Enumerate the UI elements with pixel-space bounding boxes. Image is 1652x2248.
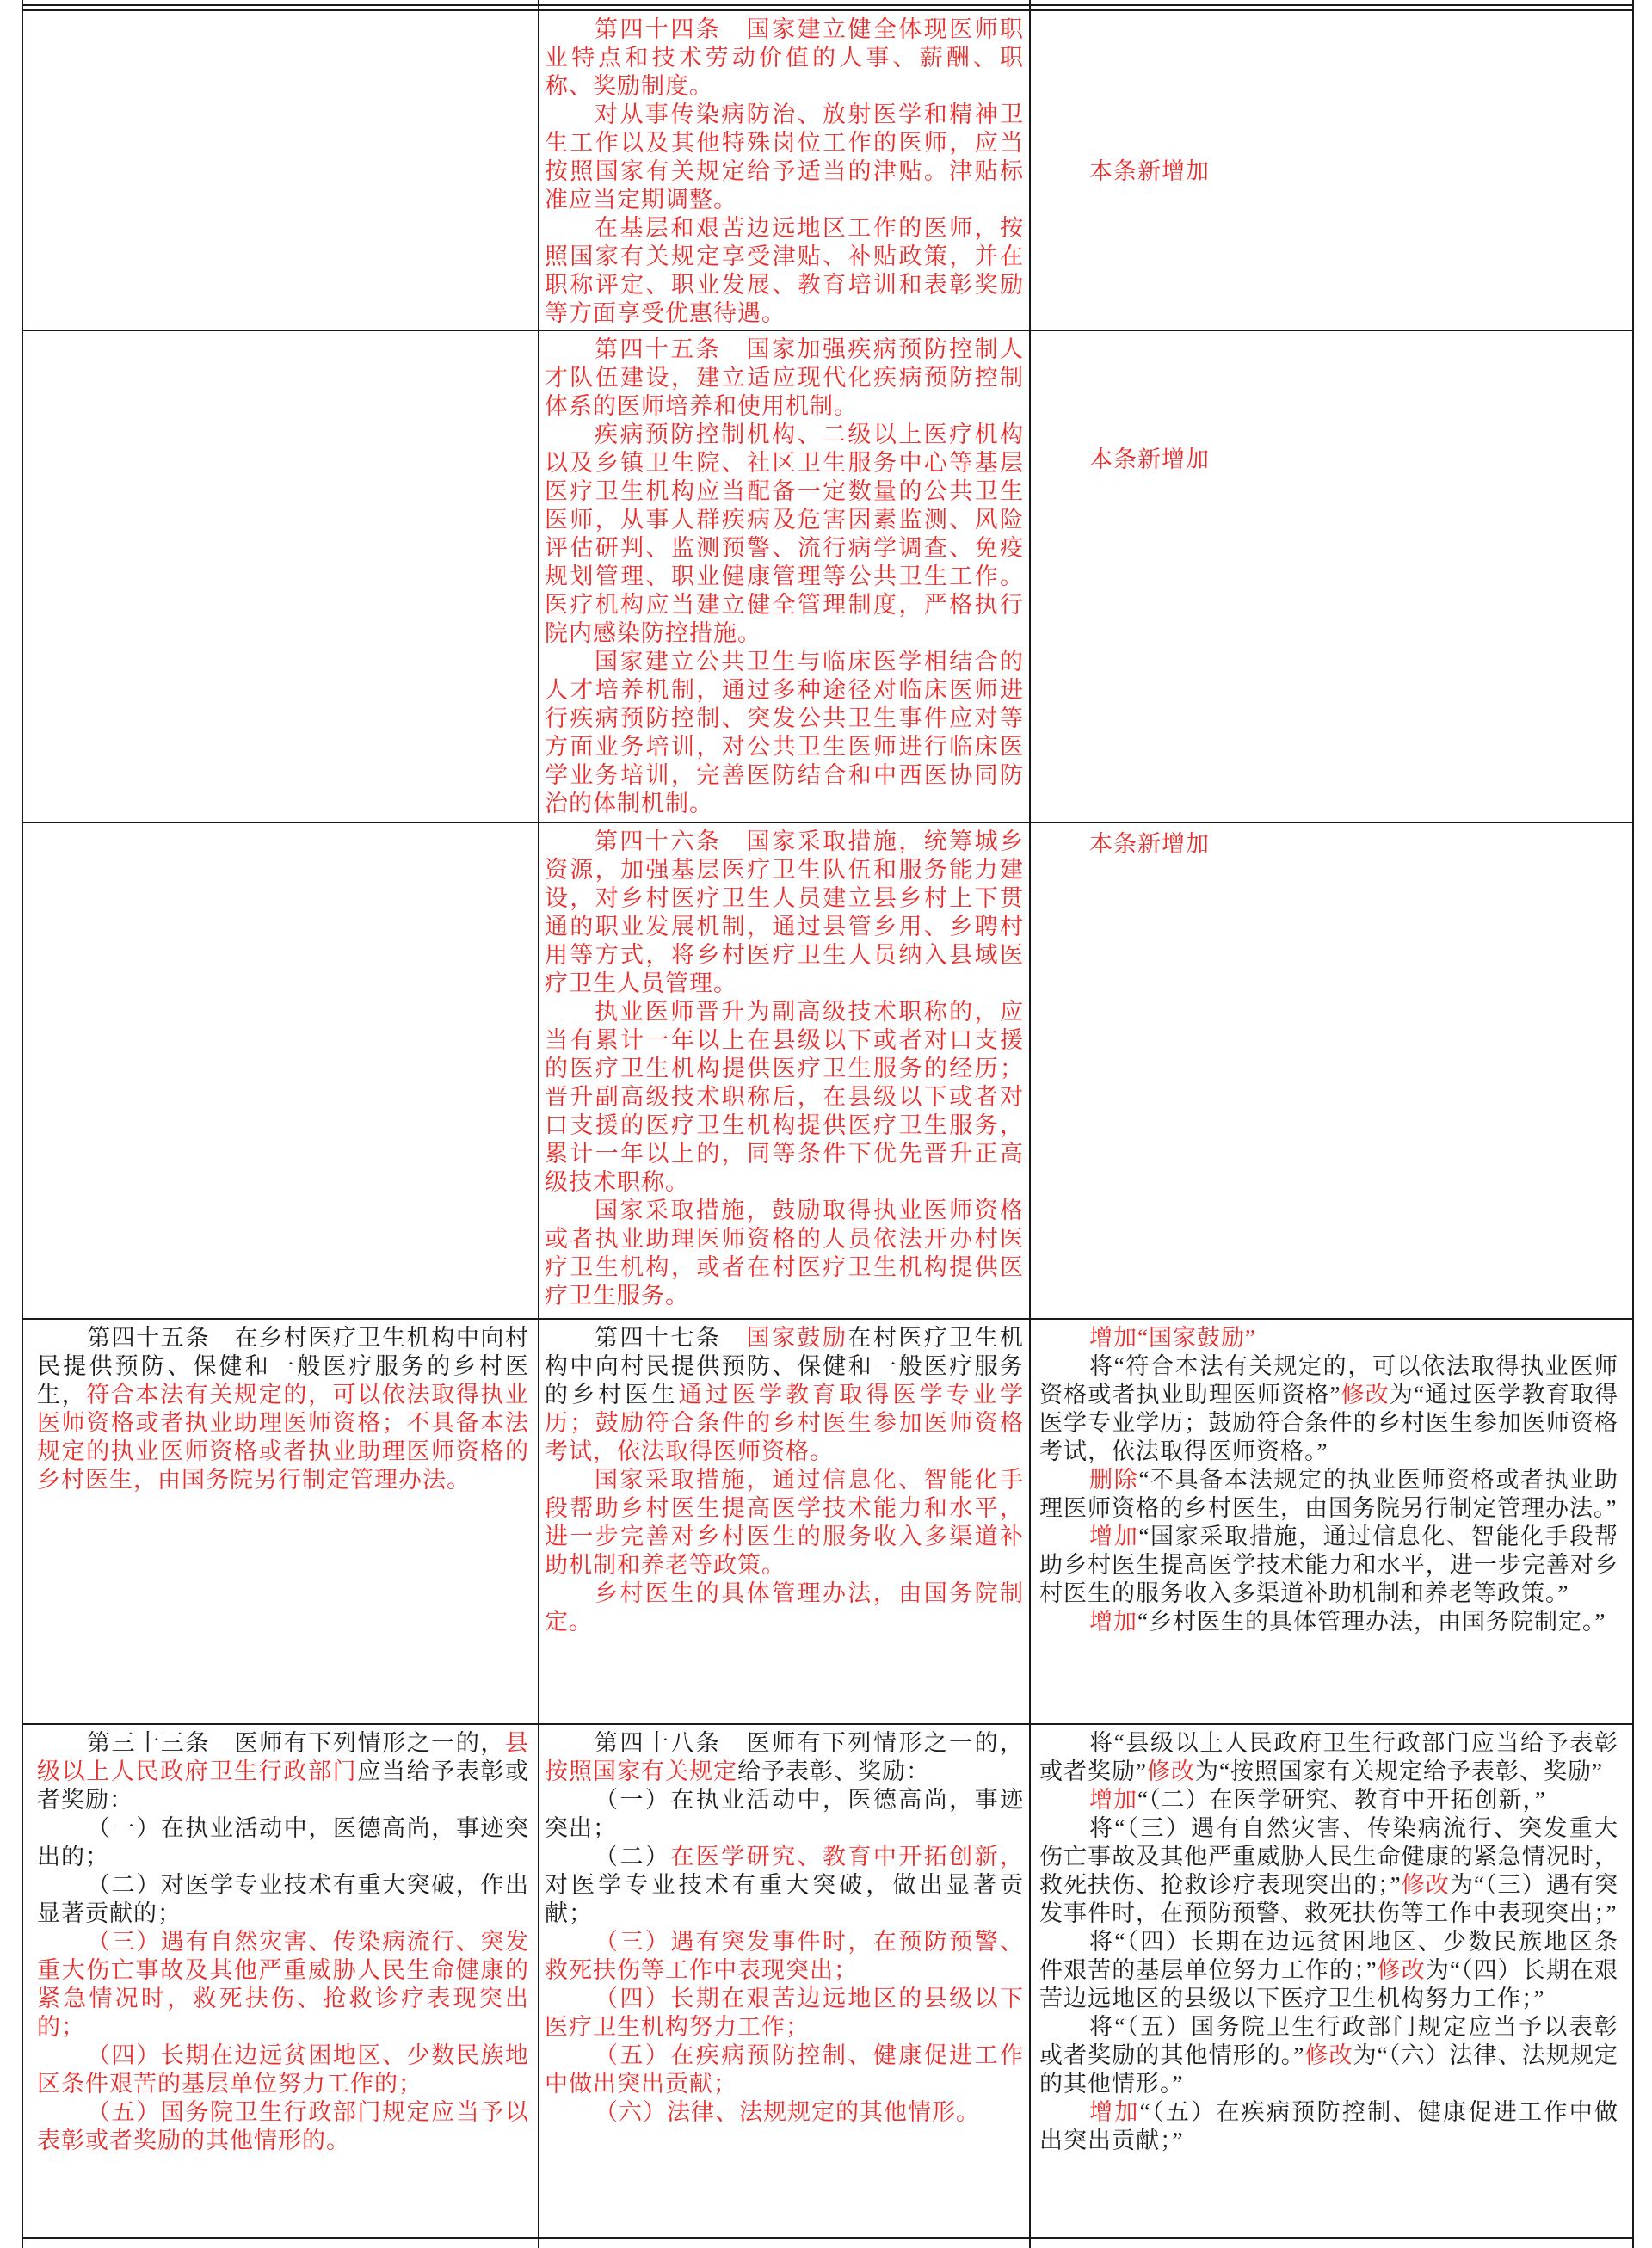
paragraph — [545, 1466, 1024, 1580]
text-segment-original: 为“通过医学教育取得医学专业学历；鼓励符合条件的乡村医生参加医师资格考试，依法取得医师资格。” — [1039, 1382, 1619, 1464]
cell-gap-notes — [1031, 6, 1632, 10]
paragraph — [545, 101, 1024, 214]
paragraph — [37, 1928, 529, 2042]
text-segment-revised: 疾病预防控制机构、二级以上医疗机构以及乡镇卫生院、社区卫生服务中心等基层医疗卫生机构应当配备一定数量的公共卫生医师，从事人群疾病及危害因素监测、风险评估研判、监测预警、流行病学调查、免疫规划管理、职业健康管理等公共卫生工作。医疗机构应当建立健全管理制度，严格执行院内感染防控措施。 — [545, 422, 1024, 646]
text-segment-revised: （五）国务院卫生行政部门规定应当予以表彰或者奖励的其他情形的。 — [37, 2099, 529, 2153]
table-row-article-44 — [23, 11, 1632, 331]
table-row-article-46 — [23, 823, 1632, 1320]
paragraph — [545, 1580, 1024, 1636]
text-segment-revised: （六）法律、法规规定的其他情形。 — [595, 2099, 981, 2125]
paragraph — [545, 336, 1024, 421]
paragraph — [545, 1197, 1024, 1310]
text-segment-original: 对医学专业技术有重大突破，做出显著贡献； — [545, 1872, 1024, 1926]
cell-partial-top-notes — [1031, 0, 1632, 4]
text-segment-revised: 修改 — [1377, 1957, 1426, 1983]
comparison-table — [22, 0, 1634, 2248]
paragraph — [1039, 1608, 1618, 1636]
paragraph — [37, 1871, 529, 1928]
text-segment-revised: 本条新增加 — [1089, 158, 1211, 184]
paragraph — [1039, 2013, 1618, 2098]
text-segment-original: 将“（三）遇有自然灾害、传染病流行、突发重大伤亡事故及其他严重威胁人民生命健康的紧急情况时，救死扶伤、抢救诊疗表现突出的；” — [1039, 1815, 1618, 1898]
paragraph — [545, 1324, 1024, 1466]
cell-old-law-row1 — [23, 11, 539, 330]
text-segment-revised: 修改 — [1304, 2042, 1353, 2068]
paragraph — [1039, 2098, 1618, 2155]
paragraph — [1039, 1729, 1618, 1786]
cell-gap-old-law — [23, 6, 539, 10]
text-segment-revised: 本条新增加 — [1089, 447, 1211, 472]
text-segment-revised: 第四十六条 国家采取措施，统筹城乡资源，加强基层医疗卫生队伍和服务能力建设，对乡村医疗卫生人员建立县乡村上下贯通的职业发展机制，通过县管乡用、乡聘村用等方式，将乡村医疗卫生人员纳入县域医疗卫生人员管理。 — [545, 828, 1024, 996]
table-row-article-47 — [23, 1320, 1632, 1725]
cell-gap-new-law — [539, 6, 1031, 10]
paragraph — [545, 998, 1024, 1197]
text-segment-original: 第三十三条 医师有下列情形之一的， — [87, 1730, 505, 1756]
text-segment-original: （一）在执业活动中，医德高尚，事迹突出； — [545, 1787, 1024, 1841]
text-segment-revised: （三）遇有自然灾害、传染病流行、突发重大伤亡事故及其他严重威胁人民生命健康的紧急情况时，救死扶伤、抢救诊疗表现突出的； — [37, 1929, 529, 2040]
cell-revision-note-row4 — [1031, 1320, 1632, 1723]
text-segment-revised: 第四十四条 国家建立健全体现医师职业特点和技术劳动价值的人事、薪酬、职称、奖励制度。 — [545, 16, 1024, 99]
text-segment-revised: 修改 — [1341, 1382, 1390, 1407]
text-segment-revised: 第四十五条 国家加强疾病预防控制人才队伍建设，建立适应现代化疾病预防控制体系的医师培养和使用机制。 — [545, 336, 1024, 419]
text-segment-original: （二）对医学专业技术有重大突破，作出显著贡献的； — [37, 1872, 529, 1926]
text-segment-revised: 修改 — [1146, 1758, 1195, 1784]
cell-new-law-row5 — [539, 1725, 1031, 2237]
cell-new-law-row3 — [539, 823, 1031, 1318]
cell-old-law-row5 — [23, 1725, 539, 2237]
paragraph — [37, 1729, 529, 1814]
text-segment-revised: 修改 — [1401, 1872, 1450, 1898]
text-segment-original: 第四十五条 在乡村医疗卫生机构中向村民提供预防、保健和一般医疗服务的乡村医生， — [37, 1325, 529, 1407]
text-segment-revised: （五）在疾病预防控制、健康促进工作中做出突出贡献； — [545, 2042, 1024, 2097]
table-row-article-48 — [23, 1725, 1632, 2239]
paragraph — [545, 1786, 1024, 1843]
paragraph — [37, 2042, 529, 2098]
paragraph — [1039, 1523, 1618, 1608]
paragraph — [1039, 830, 1618, 859]
text-segment-original: 为“按照国家有关规定给予表彰、奖励” — [1194, 1758, 1603, 1784]
paragraph — [545, 2098, 1024, 2127]
text-segment-original: 为“（三）遇有突发事件时，在预防预警、救死扶伤等工作中表现突出；” — [1039, 1872, 1619, 1926]
text-segment-original: 给予表彰、奖励： — [737, 1758, 930, 1784]
paragraph — [545, 1985, 1024, 2042]
cell-partial-bottom-old-law — [23, 2239, 539, 2248]
text-segment-original: （二） — [595, 1844, 671, 1869]
cell-old-law-row3 — [23, 823, 539, 1318]
paragraph — [1039, 446, 1618, 474]
text-segment-original: （一）在执业活动中，医德高尚，事迹突出的； — [37, 1815, 529, 1869]
paragraph — [1039, 1928, 1618, 2013]
text-segment-original: “不具备本法规定的执业医师资格或者执业助理医师资格的乡村医生，由国务院另行制定管理办法。” — [1039, 1467, 1619, 1521]
text-segment-original: 第四十七条 — [595, 1325, 747, 1351]
cell-partial-bottom-new-law — [539, 2239, 1031, 2248]
cell-revision-note-row1 — [1031, 11, 1632, 330]
paragraph — [37, 1324, 529, 1494]
text-segment-revised: 符合本法有关规定的，可以依法取得执业医师资格或者执业助理医师资格；不具备本法规定的执业医师资格或者执业助理医师资格的乡村医生，由国务院另行制定管理办法。 — [37, 1382, 530, 1493]
paragraph — [545, 214, 1024, 328]
text-segment-original: “国家采取措施，通过信息化、智能化手段帮助乡村医生提高医学技术能力和水平，进一步完善对乡村医生的服务收入多渠道补助机制和养老等政策。” — [1039, 1524, 1619, 1606]
paragraph — [545, 648, 1024, 818]
paragraph — [1039, 1466, 1618, 1523]
text-segment-revised: 执业医师晋升为副高级技术职称的，应当有累计一年以上在县级以下或者对口支援的医疗卫生机构提供医疗卫生服务的经历；晋升副高级技术职称后，在县级以下或者对口支援的医疗卫生机构提供医疗卫生服务，累计一年以上的，同等条件下优先晋升正高级技术职称。 — [545, 999, 1024, 1195]
text-segment-original: 在村医疗卫生机构中向村民提供预防、保健和一般医疗服务的乡村医生 — [545, 1325, 1025, 1407]
text-segment-revised: 通过医学教育取得医学专业学历；鼓励符合条件的乡村医生参加医师资格考试，依法取得医师资格。 — [545, 1382, 1025, 1464]
cell-partial-top-old-law — [23, 0, 539, 4]
paragraph — [545, 1729, 1024, 1786]
text-segment-revised: 增加 — [1089, 1609, 1138, 1635]
text-segment-revised: 乡村医生的具体管理办法，由国务院制定。 — [545, 1580, 1024, 1635]
paragraph — [1039, 1814, 1618, 1928]
paragraph — [1039, 1786, 1618, 1814]
text-segment-revised: 国家采取措施，通过信息化、智能化手段帮助乡村医生提高医学技术能力和水平，进一步完善对乡村医生的服务收入多渠道补助机制和养老等政策。 — [545, 1467, 1024, 1578]
cell-revision-note-row2 — [1031, 331, 1632, 822]
text-segment-revised: 国家采取措施，鼓励取得执业医师资格或者执业助理医师资格的人员依法开办村医疗卫生机构，或者在村医疗卫生机构提供医疗卫生服务。 — [545, 1198, 1024, 1309]
table-row-article-45-new — [23, 331, 1632, 823]
text-segment-original: 将“县级以上人民政府卫生行政部门应当给予表彰或者奖励” — [1039, 1730, 1618, 1784]
text-segment-original: 将“（五）国务院卫生行政部门规定应当予以表彰或者奖励的其他情形的。” — [1039, 2014, 1618, 2068]
text-segment-revised: 国家建立公共卫生与临床医学相结合的人才培养机制，通过多种途径对临床医师进行疾病预防控制、突发公共卫生事件应对等方面业务培训，对公共卫生医师进行临床医学业务培训，完善医防结合和中西医协同防治的体制机制。 — [545, 649, 1024, 816]
paragraph — [1039, 157, 1618, 186]
cell-revision-note-row3 — [1031, 823, 1632, 1318]
text-segment-revised: 增加“国家鼓励” — [1089, 1325, 1257, 1351]
cell-old-law-row4 — [23, 1320, 539, 1723]
paragraph — [545, 1928, 1024, 1985]
paragraph — [545, 15, 1024, 101]
cell-new-law-row4 — [539, 1320, 1031, 1723]
text-segment-original: 应当给予表彰或者奖励： — [37, 1758, 530, 1813]
text-segment-revised: （四）长期在边远贫困地区、少数民族地区条件艰苦的基层单位努力工作的； — [37, 2042, 529, 2097]
cell-partial-top-new-law — [539, 0, 1031, 4]
table-row-partial-top — [23, 0, 1632, 6]
cell-old-law-row2 — [23, 331, 539, 822]
cell-new-law-row1 — [539, 11, 1031, 330]
text-segment-original: 为“（六）法律、法规规定的其他情形。” — [1039, 2042, 1619, 2097]
paragraph — [545, 2042, 1024, 2098]
paragraph — [37, 2098, 529, 2155]
text-segment-revised: 增加 — [1089, 2099, 1140, 2125]
paragraph — [545, 828, 1024, 998]
cell-revision-note-row5 — [1031, 1725, 1632, 2237]
text-segment-revised: 在医学研究、教育中开拓创新， — [670, 1844, 1025, 1869]
text-segment-revised: 对从事传染病防治、放射医学和精神卫生工作以及其他特殊岗位工作的医师，应当按照国家有关规定给予适当的津贴。津贴标准应当定期调整。 — [545, 102, 1024, 212]
text-segment-revised: 在基层和艰苦边远地区工作的医师，按照国家有关规定享受津贴、补贴政策，并在职称评定、职业发展、教育培训和表彰奖励等方面享受优惠待遇。 — [545, 215, 1024, 326]
table-row-partial-bottom — [23, 2239, 1632, 2248]
text-segment-original: 将“（四）长期在边远贫困地区、少数民族地区条件艰苦的基层单位努力工作的；” — [1039, 1929, 1618, 1983]
text-segment-original: “（二）在医学研究、教育中开拓创新，” — [1137, 1787, 1547, 1813]
cell-new-law-row2 — [539, 331, 1031, 822]
paragraph — [1039, 1352, 1618, 1466]
paragraph — [1039, 1324, 1618, 1352]
text-segment-original: 为“（四）长期在艰苦边远地区的县级以下医疗卫生机构努力工作；” — [1039, 1957, 1619, 2011]
text-segment-revised: 删除 — [1089, 1467, 1139, 1493]
paragraph — [545, 421, 1024, 648]
text-segment-revised: 国家鼓励 — [746, 1325, 848, 1351]
text-segment-original: 第四十八条 医师有下列情形之一的， — [595, 1730, 1024, 1756]
text-segment-revised: （三）遇有突发事件时，在预防预警、救死扶伤等工作中表现突出； — [545, 1929, 1024, 1983]
paragraph — [37, 1814, 529, 1871]
paragraph — [545, 1843, 1024, 1928]
cell-partial-bottom-notes — [1031, 2239, 1632, 2248]
text-segment-original: “乡村医生的具体管理办法，由国务院制定。” — [1137, 1609, 1606, 1635]
text-segment-revised: （四）长期在艰苦边远地区的县级以下医疗卫生机构努力工作； — [545, 1986, 1024, 2040]
text-segment-revised: 本条新增加 — [1089, 831, 1211, 857]
text-segment-revised: 增加 — [1089, 1787, 1138, 1813]
text-segment-original: “（五）在疾病预防控制、健康促进工作中做出突出贡献；” — [1039, 2099, 1619, 2153]
text-segment-revised: 增加 — [1089, 1524, 1139, 1549]
text-segment-revised: 按照国家有关规定 — [545, 1758, 737, 1784]
text-segment-revised: 县级以上人民政府卫生行政部门 — [37, 1730, 529, 1784]
text-segment-original: 将“符合本法有关规定的，可以依法取得执业医师资格或者执业助理医师资格” — [1039, 1353, 1618, 1407]
